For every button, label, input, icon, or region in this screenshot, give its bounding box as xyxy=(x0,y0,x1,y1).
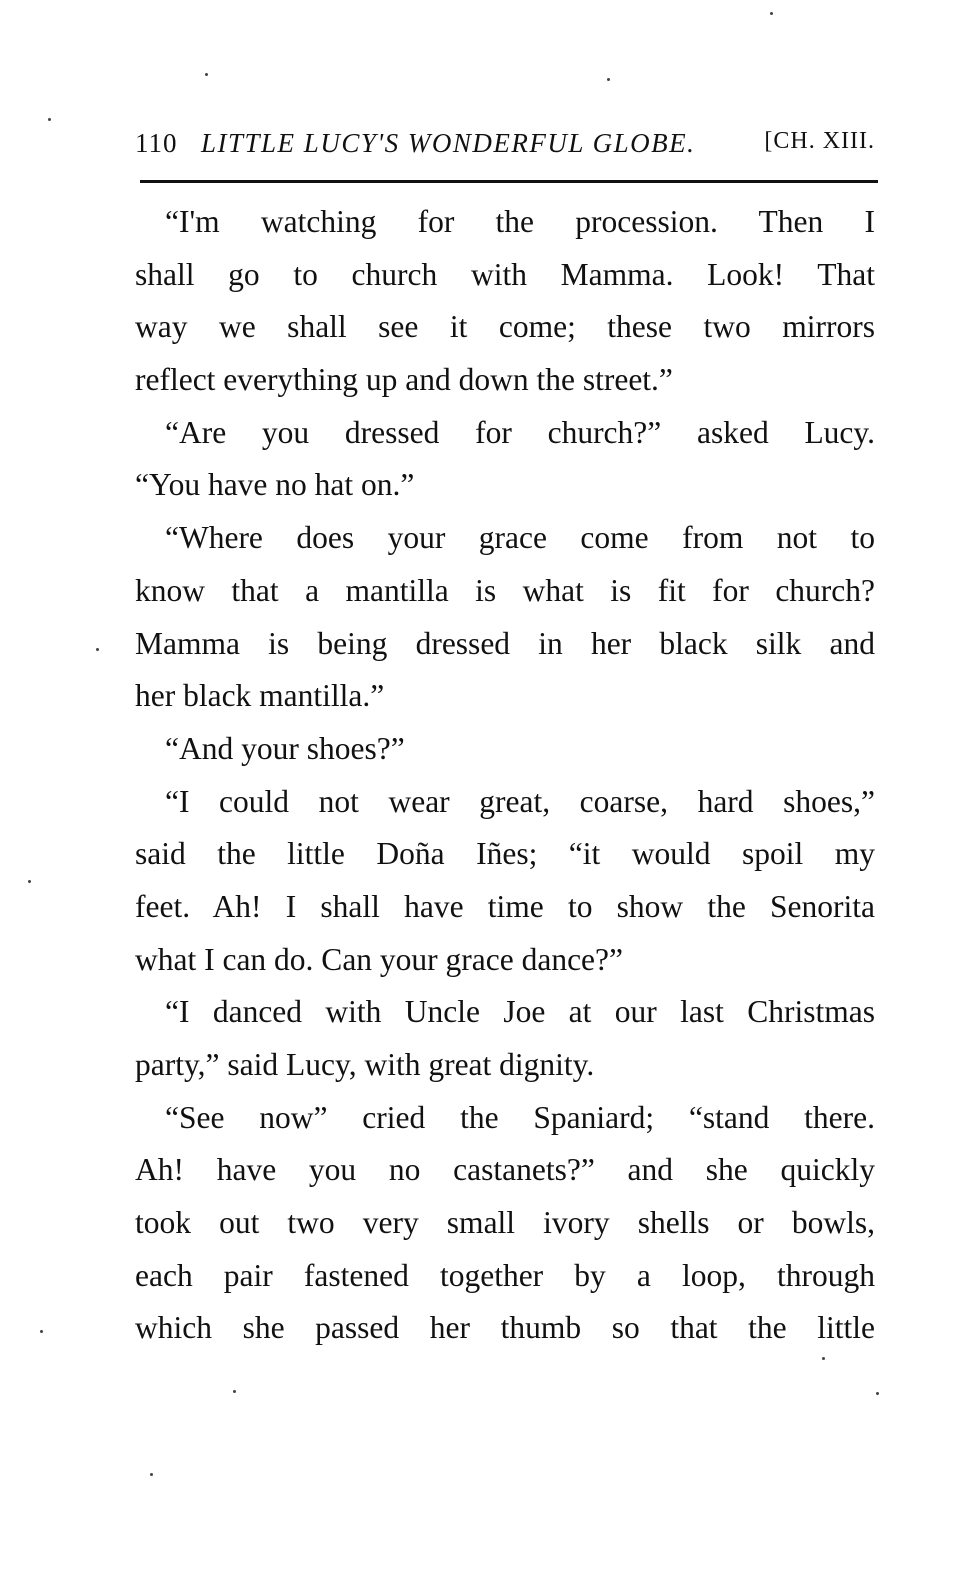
text-line: know that a mantilla is what is fit for church? xyxy=(135,572,875,608)
scan-speck xyxy=(40,1330,43,1333)
scan-speck xyxy=(150,1473,153,1476)
text-line: each pair fastened together by a loop, through xyxy=(135,1257,875,1293)
text-line: shall go to church with Mamma. Look! That xyxy=(135,256,875,292)
text-line: way we shall see it come; these two mirrors xyxy=(135,309,875,345)
scan-speck xyxy=(233,1390,236,1393)
body-text xyxy=(135,196,875,1355)
scan-speck xyxy=(96,648,99,651)
page-header xyxy=(135,128,875,168)
chapter-marker: [CH. XIII. xyxy=(764,128,875,154)
text-line: “See now” cried the Spaniard; “stand there. xyxy=(165,1099,875,1135)
scan-speck xyxy=(28,880,31,883)
header-rule xyxy=(140,180,878,183)
scan-speck xyxy=(822,1357,825,1360)
text-line: “And your shoes?” xyxy=(165,730,405,766)
text-line: which she passed her thumb so that the little xyxy=(135,1310,875,1346)
text-line: said the little Doña Iñes; “it would spoil my xyxy=(135,836,875,872)
page-number: 110 xyxy=(135,128,178,158)
text-line: feet. Ah! I shall have time to show the Senorita xyxy=(135,888,875,924)
text-line: “Where does your grace come from not to xyxy=(165,520,875,556)
scan-speck xyxy=(607,78,610,81)
text-line: party,” said Lucy, with great dignity. xyxy=(135,1047,595,1082)
text-line: her black mantilla.” xyxy=(135,678,385,714)
text-line: “I'm watching for the procession. Then I xyxy=(165,204,875,239)
text-line: “I could not wear great, coarse, hard shoes,” xyxy=(165,783,875,819)
text-line: “Are you dressed for church?” asked Lucy. xyxy=(165,414,875,450)
text-line: “You have no hat on.” xyxy=(135,467,415,503)
text-line: Ah! have you no castanets?” and she quickly xyxy=(135,1152,875,1188)
text-line: “I danced with Uncle Joe at our last Christmas xyxy=(165,994,875,1030)
text-line: Mamma is being dressed in her black silk and xyxy=(135,625,875,661)
running-title: LITTLE LUCY'S WONDERFUL GLOBE. xyxy=(201,128,696,158)
text-line: reflect everything up and down the street.” xyxy=(135,362,673,398)
scan-speck xyxy=(205,73,208,76)
text-line: what I can do. Can your grace dance?” xyxy=(135,941,624,977)
scan-speck xyxy=(876,1392,879,1395)
scan-speck xyxy=(48,118,51,121)
scan-speck xyxy=(770,12,773,15)
text-line: took out two very small ivory shells or bowls, xyxy=(135,1205,875,1241)
